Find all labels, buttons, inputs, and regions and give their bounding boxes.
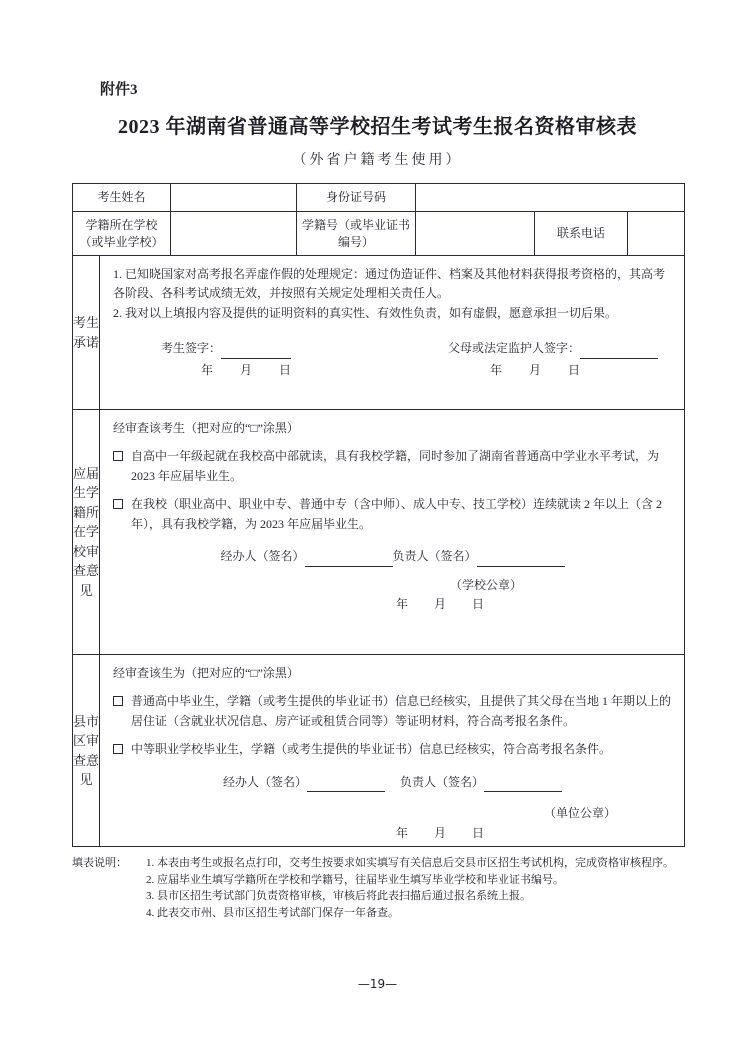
- pledge-paragraph-1: 1. 已知晓国家对高考报名弄虚作假的处理规定：通过伪造证件、档案及其他材料获得报考资格的，其高考各阶段、各科考试成绩无效，并按照有关规定处理相关责任人。: [113, 267, 666, 301]
- date-group: [396, 595, 484, 614]
- candidate-name-label: 考生姓名: [73, 184, 171, 211]
- county-review-intro: 经审查该生为（把对应的“□”涂黑）: [113, 666, 299, 680]
- notes-title: 填表说明：: [72, 857, 127, 869]
- school-review-intro: 经审查该考生（把对应的“□”涂黑）: [113, 421, 299, 435]
- school-field[interactable]: [171, 212, 297, 255]
- operator-signature-line[interactable]: [305, 554, 393, 567]
- checkbox-option-label: 普通高中毕业生，学籍（或考生提供的毕业证书）信息已经核实，且提供了其父母在当地 1 年期以上的居住证（含就业状况信息、房产证或租赁合同等）等证明材料，符合高考报名条件。: [131, 694, 672, 728]
- day-label: 日: [279, 362, 292, 377]
- note-item-4: 4. 此表交市州、县市区招生考试部门保存一年备查。: [146, 906, 399, 919]
- school-seal-label: （学校公章）: [449, 577, 522, 592]
- county-review-date-row: [113, 824, 672, 843]
- note-item-2: 2. 应届毕业生填写学籍所在学校和学籍号，往届毕业生填写毕业学校和毕业证书编号。: [146, 873, 564, 886]
- candidate-name-field[interactable]: [171, 184, 297, 211]
- page-number: —19—: [357, 977, 398, 991]
- guardian-date-group: [490, 361, 580, 380]
- date-group: [396, 824, 484, 843]
- candidate-signature-line[interactable]: [221, 346, 291, 359]
- info-row-1: [73, 184, 684, 212]
- student-number-label: 学籍号（或毕业证书编号）: [297, 212, 416, 255]
- checkbox-icon[interactable]: [113, 696, 123, 706]
- page-title: 2023 年湖南省普通高等学校招生考试考生报名资格审核表: [118, 116, 637, 138]
- year-label: 年: [395, 825, 408, 840]
- phone-field[interactable]: [628, 212, 684, 255]
- checkbox-option-label: 在我校（职业高中、职业中专、普通中专（含中师）、成人中专、技工学校）连续就读 2 年以上（含 2 年），具有我校学籍，为 2023 年应届毕业生。: [131, 497, 663, 531]
- manager-signature-line[interactable]: [484, 779, 562, 792]
- county-review-signature-row: [113, 773, 672, 792]
- section-county-review: [73, 655, 684, 846]
- school-review-vertical-label: 应届生学籍所在学校审查意见: [73, 410, 100, 654]
- registration-form-table: [72, 183, 685, 847]
- candidate-pledge-vertical-label: 考生承诺: [73, 256, 100, 409]
- student-number-field[interactable]: [416, 212, 535, 255]
- guardian-signature-label: 父母或法定监护人签字：: [447, 341, 580, 356]
- month-label: 月: [433, 825, 446, 840]
- candidate-pledge-content: [100, 256, 684, 409]
- guardian-signature-group: [448, 339, 658, 358]
- manager-signature-label: 负责人（签名）: [392, 549, 477, 564]
- attachment-label: 附件3: [100, 82, 138, 98]
- school-review-content: [100, 410, 684, 654]
- note-item-1: 1. 本表由考生或报名点打印，交考生按要求如实填写有关信息后交县市区招生考试机构，完成资格审核程序。: [146, 857, 674, 869]
- checkbox-option-label: 中等职业学校毕业生，学籍（或考生提供的毕业证书）信息已经核实，符合高考报名条件。: [131, 742, 612, 757]
- guardian-signature-line[interactable]: [580, 346, 658, 359]
- year-label: 年: [395, 597, 408, 612]
- day-label: 日: [471, 825, 484, 840]
- unit-seal-label: （单位公章）: [543, 806, 616, 821]
- checkbox-icon[interactable]: [113, 744, 123, 754]
- pledge-signature-row: [113, 339, 672, 358]
- month-label: 月: [528, 362, 541, 377]
- day-label: 日: [567, 362, 580, 377]
- county-review-option-2[interactable]: [113, 740, 672, 759]
- day-label: 日: [471, 597, 484, 612]
- id-number-label: 身份证号码: [297, 184, 416, 211]
- operator-signature-label: 经办人（签名）: [222, 774, 307, 789]
- candidate-signature-label: 考生签字：: [161, 341, 222, 356]
- notes-list: [146, 855, 690, 921]
- id-number-field[interactable]: [416, 184, 684, 211]
- section-candidate-pledge: [73, 256, 684, 410]
- school-review-signature-row: [113, 547, 672, 566]
- pledge-paragraph-2: 2. 我对以上填报内容及提供的证明资料的真实性、有效性负责，如有虚假，愿意承担一切后果。: [113, 305, 618, 320]
- school-review-date-row: [113, 595, 672, 614]
- year-label: 年: [489, 362, 502, 377]
- page-subtitle: （外省户籍考生使用）: [292, 153, 463, 168]
- pledge-date-row: [113, 361, 672, 380]
- operator-signature-line[interactable]: [307, 779, 385, 792]
- school-review-option-1[interactable]: [113, 447, 672, 486]
- checkbox-option-label: 自高中一年级起就在我校高中部就读，具有我校学籍，同时参加了湖南省普通高中学业水平考试，为 2023 年应届毕业生。: [131, 449, 660, 483]
- section-school-review: [73, 410, 684, 655]
- operator-signature-label: 经办人（签名）: [220, 549, 305, 564]
- candidate-signature-group: [161, 339, 291, 358]
- candidate-date-group: [201, 361, 291, 380]
- school-review-option-2[interactable]: [113, 495, 672, 534]
- month-label: 月: [240, 362, 253, 377]
- county-review-content: [100, 655, 684, 846]
- note-item-3: 3. 县市区招生考试部门负责资格审核，审核后将此表扫描后通过报名系统上报。: [146, 890, 531, 902]
- manager-signature-label: 负责人（签名）: [400, 774, 485, 789]
- manager-signature-line[interactable]: [477, 554, 565, 567]
- info-row-2: [73, 212, 684, 256]
- county-review-vertical-label: 县市区审查意见: [73, 655, 100, 846]
- year-label: 年: [201, 362, 214, 377]
- school-label: 学籍所在学校（或毕业学校）: [73, 212, 171, 255]
- form-notes: [72, 855, 690, 921]
- checkbox-icon[interactable]: [113, 451, 123, 461]
- checkbox-icon[interactable]: [113, 499, 123, 509]
- county-review-option-1[interactable]: [113, 692, 672, 731]
- month-label: 月: [433, 597, 446, 612]
- phone-label: 联系电话: [535, 212, 628, 255]
